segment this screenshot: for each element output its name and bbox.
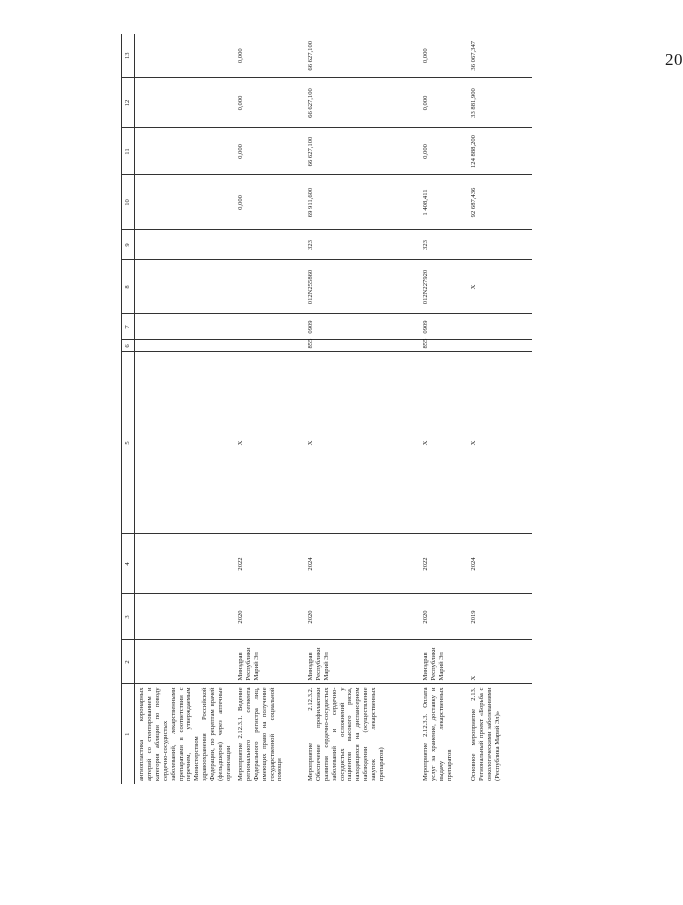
executor-cell: X [468,640,532,684]
start-year-cell [135,594,235,640]
amount-col13-cell: 0,000 [235,34,305,78]
column-numbers-row [122,34,135,784]
col5-cell: X [420,352,468,534]
executor-cell [135,640,235,684]
amount-col10-cell [135,175,235,230]
table-row [468,34,532,784]
col-number: 9 [122,230,135,260]
grbs-cell [235,340,305,352]
col-number: 13 [122,34,135,78]
end-year-cell: 2024 [305,534,420,594]
section-cell: 0909 [420,314,468,340]
grbs-cell [468,340,532,352]
grbs-cell [135,340,235,352]
section-cell [468,314,532,340]
target-article-cell [135,260,235,314]
target-article-cell [235,260,305,314]
start-year-cell: 2020 [235,594,305,640]
table-row [420,34,468,784]
rotated-table-area [121,34,608,784]
col-number: 7 [122,314,135,340]
col-number: 12 [122,78,135,128]
col-number: 3 [122,594,135,640]
amount-col12-cell: 0,000 [235,78,305,128]
col-number: 2 [122,640,135,684]
target-article-cell: 012N255860 [305,260,420,314]
col-number: 6 [122,340,135,352]
amount-col13-cell [135,34,235,78]
amount-col12-cell: 66 627,100 [305,78,420,128]
page-number: 20 [665,50,683,69]
executor-cell: Минздрав Республики Марий Эл [235,640,305,684]
target-article-cell: X [468,260,532,314]
amount-col10-cell: 0,000 [235,175,305,230]
col-number: 4 [122,534,135,594]
amount-col11-cell: 0,000 [420,128,468,175]
end-year-cell: 2022 [420,534,468,594]
expense-type-cell [135,230,235,260]
section-cell [135,314,235,340]
end-year-cell: 2022 [235,534,305,594]
amount-col11-cell: 66 627,100 [305,128,420,175]
activity-name: Мероприятие 2.12.3.1. Ведение регионального сегмента Федерального регистра лиц, имеющих право на получение государственной социальной помощи [236,687,284,781]
start-year-cell: 2020 [305,594,420,640]
amount-col10-cell: 69 911,600 [305,175,420,230]
grbs-cell: 855 [420,340,468,352]
program-activities-table [121,34,532,784]
section-cell [235,314,305,340]
amount-col12-cell: 0,000 [420,78,468,128]
grbs-cell: 855 [305,340,420,352]
amount-col11-cell: 0,000 [235,128,305,175]
col-number: 11 [122,128,135,175]
col-number: 5 [122,352,135,534]
table-row [135,34,235,784]
start-year-cell: 2020 [420,594,468,640]
target-article-cell: 012N227920 [420,260,468,314]
col5-cell [135,352,235,534]
executor-cell: Минздрав Республики Марий Эл [420,640,468,684]
amount-col13-cell: 36 067,347 [468,34,532,78]
expense-type-cell [235,230,305,260]
amount-col12-cell [135,78,235,128]
amount-col13-cell: 0,000 [420,34,468,78]
activity-name: ангиопластика коронарных артерий со стентированием и категория абляции по поводу сердечно-сосудистых заболеваний, лекарственными препаратами в соответствии с перечнем, утверждаемым Министерством здравоохранения Российской Федерации, по рецептам врачей (фельдшеров) через аптечные организации [138,687,232,781]
start-year-cell: 2019 [468,594,532,640]
amount-col12-cell: 33 881,900 [468,78,532,128]
col-number: 8 [122,260,135,314]
amount-col13-cell: 66 627,100 [305,34,420,78]
amount-col10-cell: 92 687,436 [468,175,532,230]
section-cell: 0909 [305,314,420,340]
activity-name: Мероприятие 2.12.3.2. Обеспечение профилактики развития сердечно-сосудистых заболеваний и сердечно-сосудистых осложнений у пациентов высокого риска, находящихся на диспансерном наблюдении (осуществление закупок лекарственных препаратов) [306,687,386,781]
end-year-cell [135,534,235,594]
executor-cell: Минздрав Республики Марий Эл [305,640,420,684]
col5-cell: X [235,352,305,534]
expense-type-cell: 323 [420,230,468,260]
table-row [235,34,305,784]
amount-col11-cell [135,128,235,175]
expense-type-cell [468,230,532,260]
col-number: 1 [122,684,135,784]
amount-col10-cell: 1 408,411 [420,175,468,230]
col5-cell: X [468,352,532,534]
table-row [305,34,420,784]
end-year-cell: 2024 [468,534,532,594]
col-number: 10 [122,175,135,230]
activity-name: Мероприятие 2.12.3.3. Оплата услуг за хранение, доставку и выдачу лекарственных препаратов [421,687,453,781]
col5-cell: X [305,352,420,534]
expense-type-cell: 323 [305,230,420,260]
activity-name: Основное мероприятие 2.13. Региональный проект «Борьба с онкологическими заболеваниями (Республика Марий Эл)» [469,687,501,781]
amount-col11-cell: 124 888,200 [468,128,532,175]
